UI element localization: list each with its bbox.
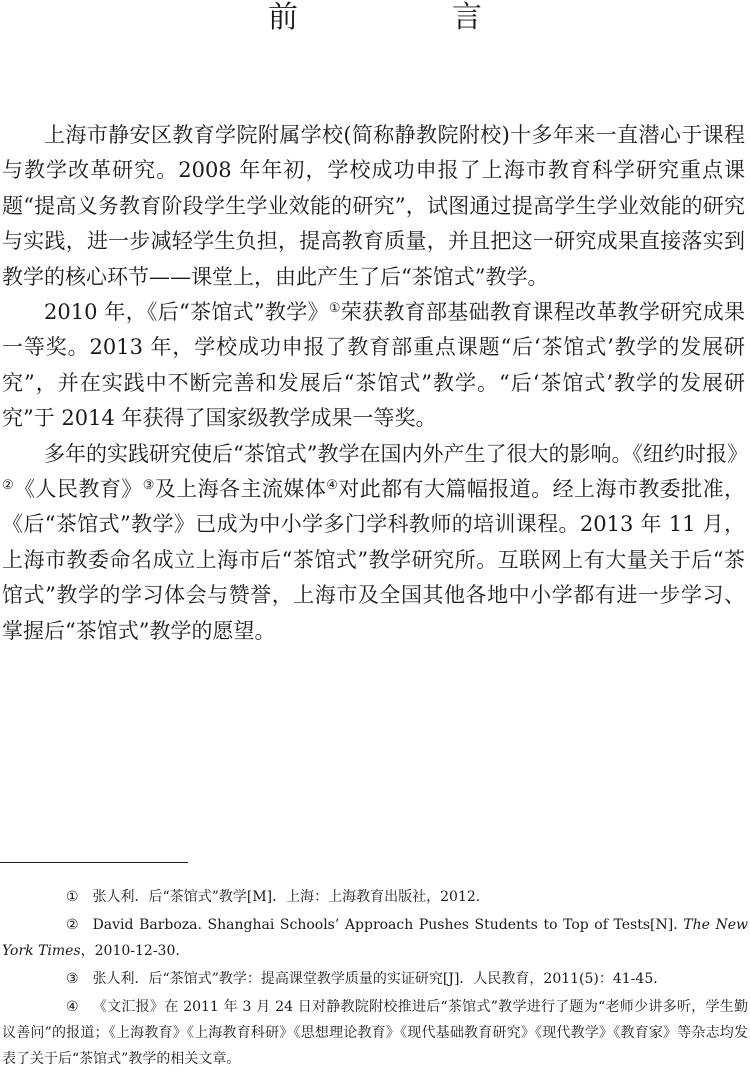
paragraph-3-text-b: 《人民教育》 — [14, 477, 143, 502]
paragraph-1-text: 上海市静安区教育学院附属学校(简称静教院附校)十多年来一直潜心于课程与教学改革研究。2008 年年初，学校成功申报了上海市教育科学研究重点课题“提高义务教育阶段学生学业效能的研究”，试图通过提高学生学业效能的研究与实践，进一步减轻学生负担，提高教育质量，并且把这一研究成果直接落实到教学的核心环节——课堂上，由此产生了后“茶馆式”教学。 — [2, 123, 745, 289]
footnote-4-text: 《文汇报》在 2011 年 3 月 24 日对静教院附校推进后“茶馆式”教学进行了题为“老师少讲多听，学生勤议善问”的报道；《上海教育》《上海教育科研》《思想理论教育》《现代基础教育研究》《现代教学》《教育家》等杂志均发表了关于后“茶馆式”教学的相关文章。 — [2, 999, 748, 1067]
footnote-1 — [2, 884, 748, 910]
paragraph-1 — [2, 118, 745, 295]
footnote-4 — [2, 994, 748, 1072]
footnote-divider — [0, 862, 188, 863]
footnote-mark-1: ① — [66, 889, 79, 905]
footnote-3-text: 张人利．后“茶馆式”教学：提高课堂教学质量的实证研究[J]．人民教育，2011(5)：41-45. — [92, 971, 658, 987]
paragraph-2-text-b: 荣获教育部基础教育课程改革教学研究成果一等奖。2013 年，学校成功申报了教育部重点课题“后‘茶馆式’教学的发展研究”，并在实践中不断完善和发展后“茶馆式”教学。“后‘茶馆式’教学的发展研究”于 2014 年获得了国家级教学成果一等奖。 — [2, 300, 746, 431]
footnote-mark-3: ③ — [66, 971, 79, 987]
footnote-2-text-a: David Barboza. Shanghai Schools’ Approach Pushes Students to Top of Tests[N]. — [92, 917, 684, 933]
paragraph-2 — [2, 295, 745, 437]
page-title: 前 言 — [268, 0, 544, 35]
footnote-ref-2[interactable]: ② — [2, 477, 15, 493]
footnote-mark-4: ④ — [66, 999, 79, 1015]
paragraph-3-text-c: 及上海各主流媒体 — [154, 477, 327, 502]
footnote-ref-3[interactable]: ③ — [142, 477, 155, 493]
footnote-3 — [2, 966, 748, 992]
paragraph-3-text-d: 对此都有大篇幅报道。经上海市教委批准，《后“茶馆式”教学》已成为中小学多门学科教师的培训课程。2013 年 11 月，上海市教委命名成立上海市后“茶馆式”教学研究所。互联网上有大量关于后“茶馆式”教学的学习体会与赞誉，上海市及全国其他各地中小学都有进一步学习、掌握后“茶馆式”教学的愿望。 — [2, 477, 746, 643]
footnote-ref-1[interactable]: ① — [328, 300, 341, 316]
footnote-ref-4[interactable]: ④ — [326, 477, 339, 493]
footnote-1-text: 张人利．后“茶馆式”教学[M]．上海：上海教育出版社，2012. — [92, 889, 481, 905]
main-text — [0, 118, 750, 649]
footnote-2-publication: The New York Times — [2, 917, 748, 959]
footnote-2 — [2, 912, 748, 964]
paragraph-3-text-a: 多年的实践研究使后“茶馆式”教学在国内外产生了很大的影响。《纽约时报》 — [44, 441, 748, 466]
paragraph-2-text-a: 2010 年，《后“茶馆式”教学》 — [44, 300, 329, 325]
footnotes — [0, 884, 750, 1074]
footnote-mark-2: ② — [66, 917, 79, 933]
footnote-2-text-b: ，2010-12-30. — [80, 943, 180, 959]
paragraph-3 — [2, 437, 748, 649]
